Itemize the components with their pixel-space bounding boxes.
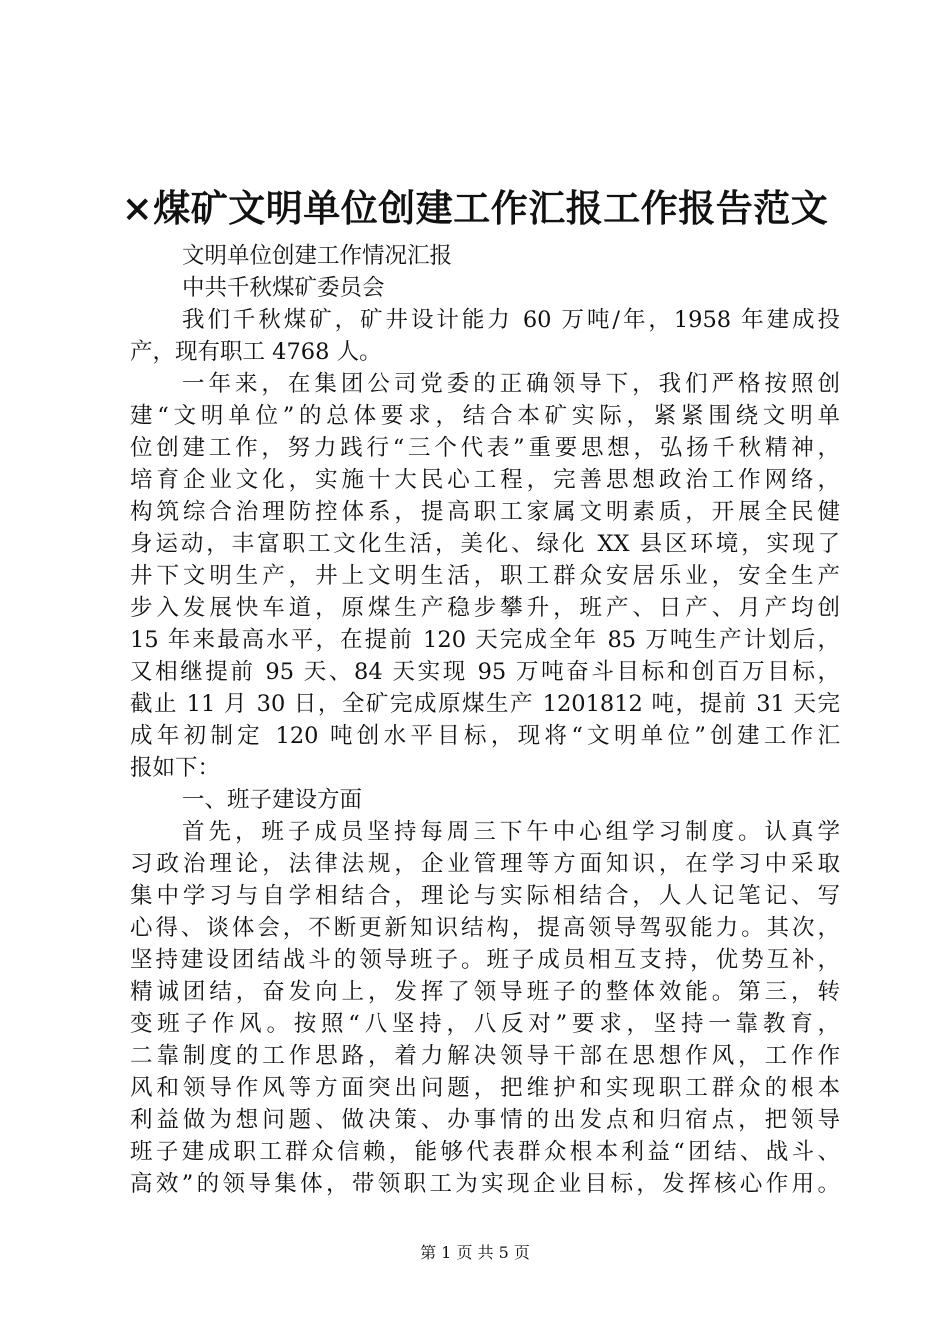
- text-line: 我们千秋煤矿，矿井设计能力 60 万吨/年，1958 年建成投: [182, 307, 840, 333]
- text-line: 产，现有职工 4768 人。: [130, 339, 382, 365]
- text-line: 中共千秋煤矿委员会: [182, 275, 385, 301]
- text-line: 精诚团结，奋发向上，发挥了领导班子的整体效能。第三，转: [130, 979, 840, 1005]
- text-line: 报如下：: [130, 755, 221, 781]
- text-line: 一、班子建设方面: [182, 787, 363, 813]
- text-line: 坚持建设团结战斗的领导班子。班子成员相互支持，优势互补，: [130, 947, 840, 973]
- text-line: 截止 11 月 30 日，全矿完成原煤生产 1201812 吨，提前 31 天完: [130, 691, 840, 717]
- text-line: 二靠制度的工作思路，着力解决领导干部在思想作风，工作作: [130, 1043, 840, 1069]
- text-line: 变班子作风。按照“八坚持，八反对”要求，坚持一靠教育，: [130, 1011, 840, 1037]
- text-line: 高效”的领导集体，带领职工为实现企业目标，发挥核心作用。: [130, 1171, 840, 1197]
- text-line: 风和领导作风等方面突出问题，把维护和实现职工群众的根本: [130, 1075, 840, 1101]
- document-body: [130, 240, 840, 1200]
- page-number-footer: 第 1 页 共 5 页: [420, 1243, 530, 1262]
- text-line: 利益做为想问题、做决策、办事情的出发点和归宿点，把领导: [130, 1107, 840, 1133]
- text-line: 集中学习与自学相结合，理论与实际相结合，人人记笔记、写: [130, 883, 840, 909]
- text-line: 文明单位创建工作情况汇报: [182, 243, 453, 269]
- text-line: 又相继提前 95 天、84 天实现 95 万吨奋斗目标和创百万目标，: [130, 659, 840, 685]
- text-line: 心得、谈体会，不断更新知识结构，提高领导驾驭能力。其次，: [130, 915, 840, 941]
- document-title: ×煤矿文明单位创建工作汇报工作报告范文: [121, 186, 829, 230]
- text-line: 习政治理论，法律法规，企业管理等方面知识，在学习中采取: [130, 851, 840, 877]
- text-line: 15 年来最高水平，在提前 120 天完成全年 85 万吨生产计划后，: [130, 627, 840, 653]
- text-line: 构筑综合治理防控体系，提高职工家属文明素质，开展全民健: [130, 499, 840, 525]
- text-line: 培育企业文化，实施十大民心工程，完善思想政治工作网络，: [130, 467, 840, 493]
- text-line: 首先，班子成员坚持每周三下午中心组学习制度。认真学: [182, 819, 840, 845]
- text-line: 位创建工作，努力践行“三个代表”重要思想，弘扬千秋精神，: [130, 435, 840, 461]
- text-line: 步入发展快车道，原煤生产稳步攀升，班产、日产、月产均创: [130, 595, 840, 621]
- text-line: 一年来，在集团公司党委的正确领导下，我们严格按照创: [182, 371, 840, 397]
- text-line: 成年初制定 120 吨创水平目标，现将“文明单位”创建工作汇: [130, 723, 840, 749]
- text-line: 身运动，丰富职工文化生活，美化、绿化 XX 县区环境，实现了: [130, 531, 840, 557]
- text-line: 班子建成职工群众信赖，能够代表群众根本利益“团结、战斗、: [130, 1139, 840, 1165]
- text-line: 建“文明单位”的总体要求，结合本矿实际，紧紧围绕文明单: [130, 403, 840, 429]
- text-line: 井下文明生产，井上文明生活，职工群众安居乐业，安全生产: [130, 563, 840, 589]
